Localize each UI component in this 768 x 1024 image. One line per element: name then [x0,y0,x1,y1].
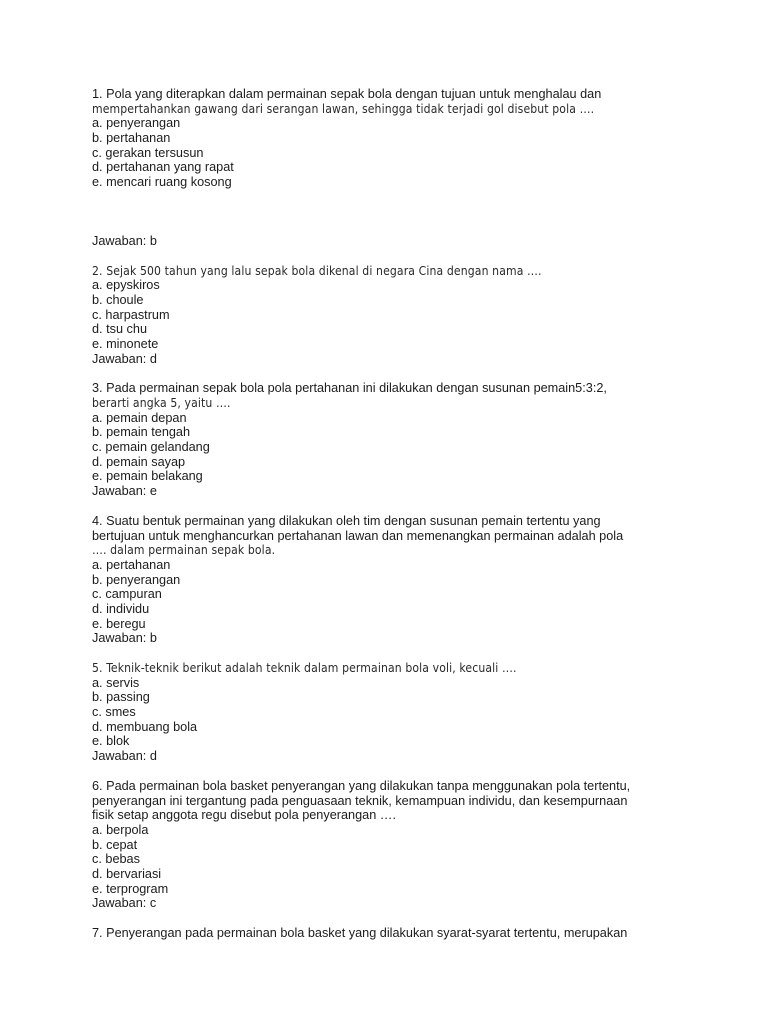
answer-option: c. harpastrum [92,307,170,322]
question-1 [92,87,712,249]
question-text-line: …. dalam permainan sepak bola. [92,543,276,558]
question-text-line: 4. Suatu bentuk permainan yang dilakukan oleh tim dengan susunan pemain tertentu yang [92,513,601,528]
answer-option: d. membuang bola [92,719,198,734]
question-text-line: fisik setap anggota regu disebut pola penyerangan …. [92,808,397,823]
question-text-line: 3. Pada permainan sepak bola pola pertahanan ini dilakukan dengan susunan pemain5:3:2, [92,381,607,396]
answer-option: e. mencari ruang kosong [92,175,232,190]
question-text-line: penyerangan ini tergantung pada penguasaan teknik, kemampuan individu, dan kesempurnaan [92,793,628,808]
question-5 [92,661,712,764]
question-text-line: 7. Penyerangan pada permainan bola basket yang dilakukan syarat-syarat tertentu, merupakan [92,926,628,940]
answer-option: d. pemain sayap [92,454,186,469]
answer-key: Jawaban: c [92,896,157,911]
answer-key: Jawaban: d [92,749,157,764]
answer-option: e. terprogram [92,881,169,896]
question-3 [92,381,712,499]
question-text-line: 5. Teknik-teknik berikut adalah teknik dalam permainan bola voli, kecuali …. [92,661,517,675]
question-text-line: bertujuan untuk menghancurkan pertahanan lawan dan memenangkan permainan adalah pola [92,528,624,543]
answer-option: e. minonete [92,336,159,351]
answer-option: a. berpola [92,822,149,837]
answer-option: d. pertahanan yang rapat [92,160,234,175]
answer-option: d. individu [92,601,150,616]
question-text-line: 1. Pola yang diterapkan dalam permainan sepak bola dengan tujuan untuk menghalau dan [92,87,602,101]
question-text-line: 6. Pada permainan bola basket penyerangan yang dilakukan tanpa menggunakan pola tertentu, [92,778,631,793]
answer-option: b. penyerangan [92,572,181,587]
answer-option: c. campuran [92,587,162,602]
question-7 [92,926,712,941]
answer-key: Jawaban: d [92,351,157,366]
answer-option: a. servis [92,675,140,690]
question-2 [92,264,712,367]
answer-option: c. gerakan tersusun [92,145,204,160]
answer-option: b. passing [92,690,150,705]
answer-option: b. pertahanan [92,131,171,146]
answer-option: a. pemain depan [92,410,187,425]
answer-option: a. pertahanan [92,557,171,572]
answer-option: d. tsu chu [92,322,148,337]
question-text-line: 2. Sejak 500 tahun yang lalu sepak bola dikenal di negara Cina dengan nama …. [92,263,542,278]
answer-option: e. blok [92,734,130,749]
answer-option: a. penyerangan [92,116,181,131]
answer-option: d. bervariasi [92,866,162,881]
answer-option: e. beregu [92,616,146,631]
answer-option: b. choule [92,292,144,307]
question-6 [92,779,712,911]
answer-key: Jawaban: b [92,233,157,248]
quiz-document [92,87,712,941]
answer-key: Jawaban: b [92,631,157,646]
answer-option: b. cepat [92,837,138,852]
answer-option: a. epyskiros [92,278,160,293]
answer-option: c. pemain gelandang [92,440,210,455]
answer-option: b. pemain tengah [92,425,191,440]
question-text-line: berarti angka 5, yaitu …. [92,396,231,410]
answer-option: c. bebas [92,852,140,867]
answer-option: e. pemain belakang [92,469,203,484]
answer-option: c. smes [92,705,136,720]
question-text-line: mempertahankan gawang dari serangan lawan, sehingga tidak terjadi gol disebut pola …. [92,101,595,116]
answer-key: Jawaban: e [92,484,157,499]
question-4 [92,514,712,646]
